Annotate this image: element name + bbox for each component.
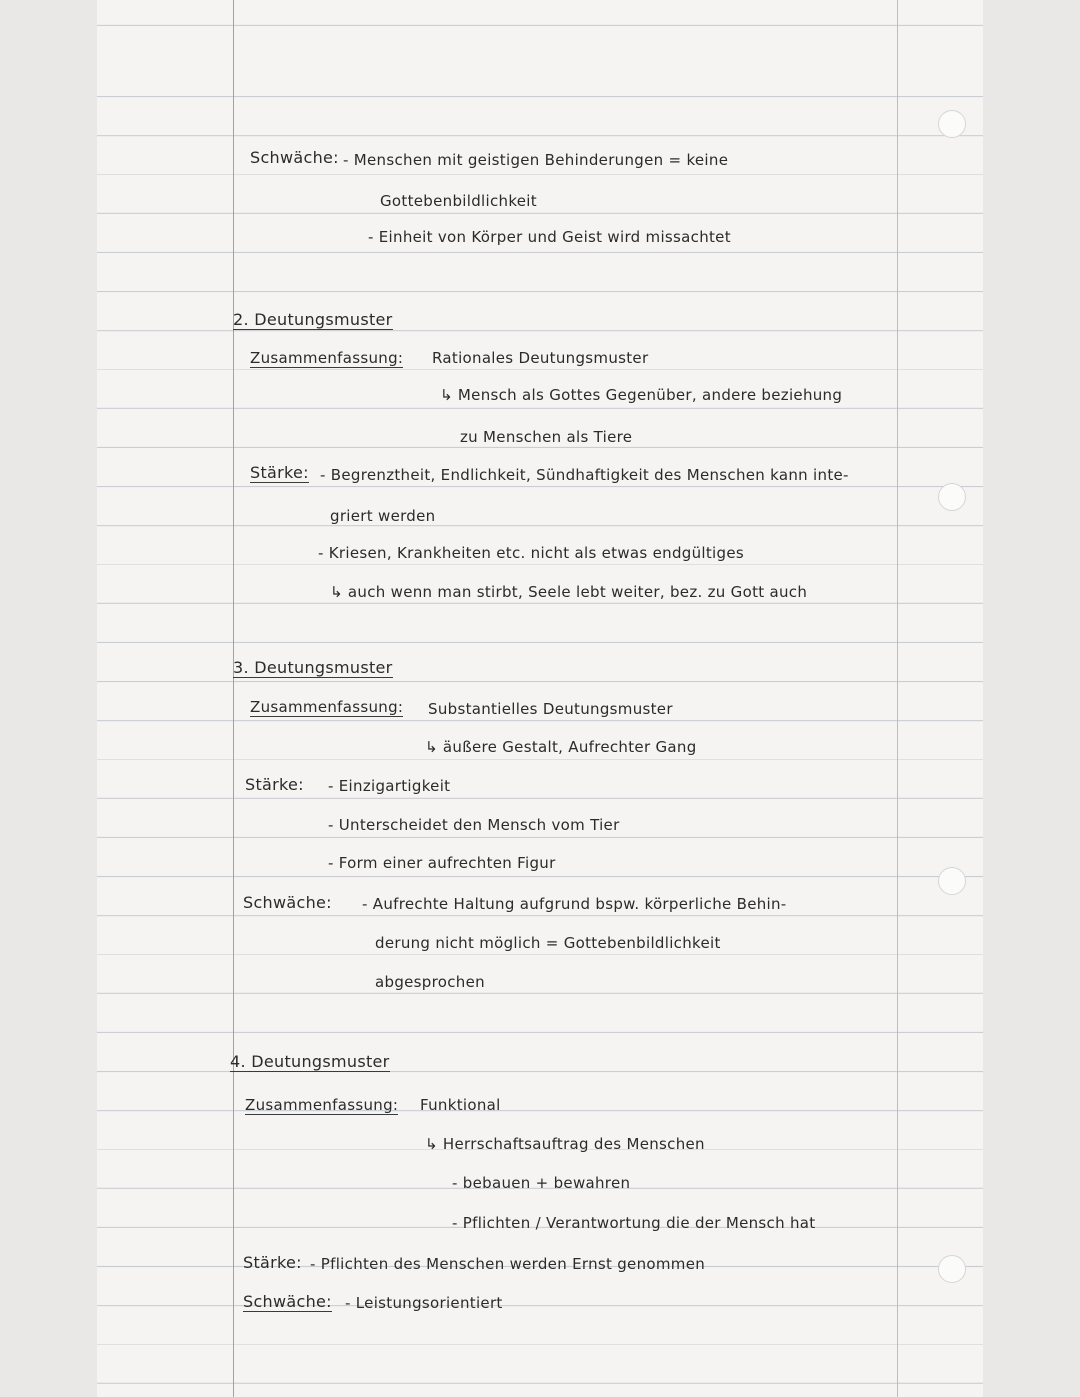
strength-item: - Unterscheidet den Mensch vom Tier <box>328 816 620 834</box>
strength-item: - Einzigartigkeit <box>328 777 451 795</box>
summary-text: Substantielles Deutungsmuster <box>428 700 673 718</box>
strength-item: - Pflichten des Menschen werden Ernst genommen <box>310 1255 706 1273</box>
strength-item: - Kriesen, Krankheiten etc. nicht als etwas endgültiges <box>318 544 744 562</box>
weakness-item: - Leistungsorientiert <box>345 1294 503 1312</box>
arrow-note: ↳ äußere Gestalt, Aufrechter Gang <box>425 738 697 756</box>
strength-label: Stärke: <box>245 775 304 794</box>
summary-label: Zusammenfassung: <box>245 1096 399 1114</box>
strength-subnote: ↳ auch wenn man stirbt, Seele lebt weiter, bez. zu Gott auch <box>330 583 808 601</box>
weakness-item-cont: abgesprochen <box>375 973 485 991</box>
strength-label: Stärke: <box>250 463 309 482</box>
margin-line <box>233 0 234 1397</box>
arrow-note-cont: zu Menschen als Tiere <box>460 428 633 446</box>
section-heading: 2. Deutungsmuster <box>233 310 393 329</box>
weakness-item-cont: derung nicht möglich = Gottebenbildlichkeit <box>375 934 721 952</box>
weakness-item: - Aufrechte Haltung aufgrund bspw. körperliche Behin- <box>362 895 787 913</box>
section-heading: 3. Deutungsmuster <box>233 658 393 677</box>
strength-item: - Form einer aufrechten Figur <box>328 854 556 872</box>
strength-item-cont: griert werden <box>330 507 436 525</box>
summary-text: Rationales Deutungsmuster <box>432 349 649 367</box>
punch-hole <box>938 110 966 138</box>
strength-item: - Begrenztheit, Endlichkeit, Sündhaftigkeit des Menschen kann inte- <box>320 466 849 484</box>
weakness-label: Schwäche: <box>250 148 339 167</box>
summary-text: Funktional <box>420 1096 501 1114</box>
section-heading: 4. Deutungsmuster <box>230 1052 390 1071</box>
weakness-item-cont: Gottebenbildlichkeit <box>380 192 537 210</box>
weakness-label: Schwäche: <box>243 893 332 912</box>
list-item: - bebauen + bewahren <box>452 1174 631 1192</box>
strength-label: Stärke: <box>243 1253 302 1272</box>
weakness-item: - Menschen mit geistigen Behinderungen = keine <box>343 151 729 169</box>
weakness-item: - Einheit von Körper und Geist wird missachtet <box>368 228 731 246</box>
arrow-note: ↳ Herrschaftsauftrag des Menschen <box>425 1135 705 1153</box>
summary-label: Zusammenfassung: <box>250 349 404 367</box>
arrow-note: ↳ Mensch als Gottes Gegenüber, andere beziehung <box>440 386 843 404</box>
punch-hole <box>938 1255 966 1283</box>
right-margin-line <box>897 0 898 1397</box>
punch-hole <box>938 867 966 895</box>
punch-hole <box>938 483 966 511</box>
summary-label: Zusammenfassung: <box>250 698 404 716</box>
list-item: - Pflichten / Verantwortung die der Mensch hat <box>452 1214 816 1232</box>
weakness-label: Schwäche: <box>243 1292 332 1311</box>
